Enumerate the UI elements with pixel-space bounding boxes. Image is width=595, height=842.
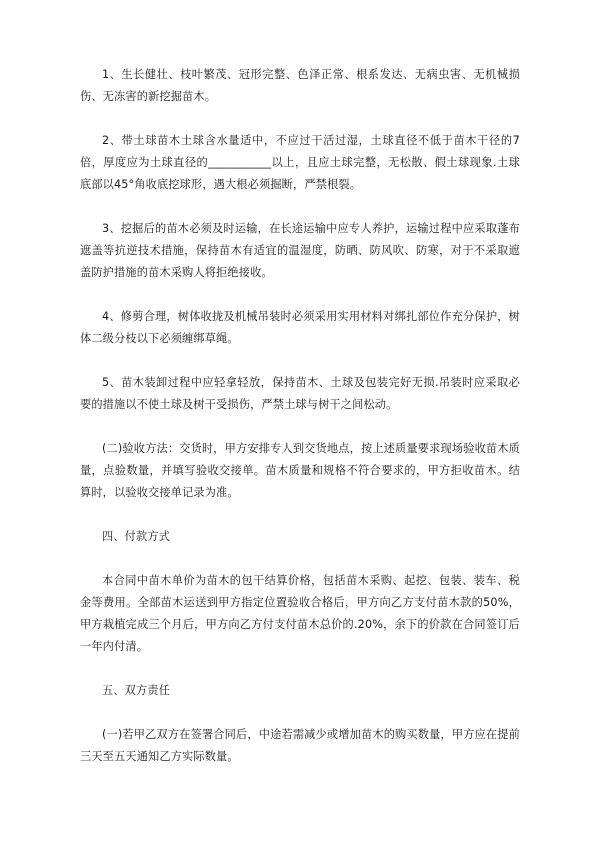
- paragraph-5: 5、苗木装卸过程中应轻拿轻放，保持苗木、土球及包装完好无损.吊装时应采取必要的措施以不使土球及树干受损伤，严禁土球与树干之间松动。: [80, 376, 520, 411]
- paragraph-gap: [80, 284, 520, 306]
- paragraph-gap: [80, 504, 520, 526]
- paragraph-gap: [80, 350, 520, 372]
- paragraph-gap: [80, 548, 520, 570]
- document-body: [80, 64, 520, 768]
- paragraph-gap: [80, 108, 520, 130]
- paragraph-3: 3、挖掘后的苗木必须及时运输，在长途运输中应专人养护，运输过程中应采取蓬布遮盖等抗逆技术措施，保持苗木有适宜的温湿度，防晒、防风吹、防寒，对于不采取遮盖防护措施的苗木采购人将拒绝接收。: [80, 222, 520, 279]
- section-heading-payment: 四、付款方式: [102, 530, 171, 543]
- section-heading-responsibilities: 五、双方责任: [102, 684, 171, 697]
- paragraph-gap: [80, 196, 520, 218]
- paragraph-4: 4、修剪合理，树体收拢及机械吊装时必须采用实用材料对绑扎部位作充分保护，树体二级分枝以下必须缠绑草绳。: [80, 310, 520, 345]
- paragraph-1: 1、生长健壮、枝叶繁茂、冠形完整、色泽正常、根系发达、无病虫害、无机械损伤、无冻害的新挖掘苗木。: [80, 68, 520, 103]
- paragraph-gap: [80, 416, 520, 438]
- paragraph-gap: [80, 658, 520, 680]
- paragraph-2: 2、带土球苗木土球含水量适中，不应过干活过湿，土球直径不低于苗木干径的7倍，厚度应为土球直径的___________以上，且应土球完整，无松散、假土球现象.土球底部以45°角收底挖球形，遇大根必须掘断，严禁根裂。: [80, 134, 520, 191]
- paragraph-acceptance-method: (二)验收方法：交货时，甲方安排专人到交货地点，按上述质量要求现场验收苗木质量，点验数量，并填写验收交接单。苗木质量和规格不符合要求的，甲方拒收苗木。结算时，以验收交接单记录为准。: [80, 442, 520, 499]
- paragraph-payment-terms: 本合同中苗木单价为苗木的包干结算价格，包括苗木采购、起挖、包装、装车、税金等费用。全部苗木运送到甲方指定位置验收合格后，甲方向乙方支付苗木款的50%，甲方栽植完成三个月后，甲方向乙方付支付苗木总价的.20%，余下的价款在合同签订后一年内付清。: [80, 574, 520, 653]
- paragraph-responsibility-1: (一)若甲乙双方在签署合同后，中途若需减少或增加苗木的购买数量，甲方应在提前三天至五天通知乙方实际数量。: [80, 728, 520, 763]
- paragraph-gap: [80, 702, 520, 724]
